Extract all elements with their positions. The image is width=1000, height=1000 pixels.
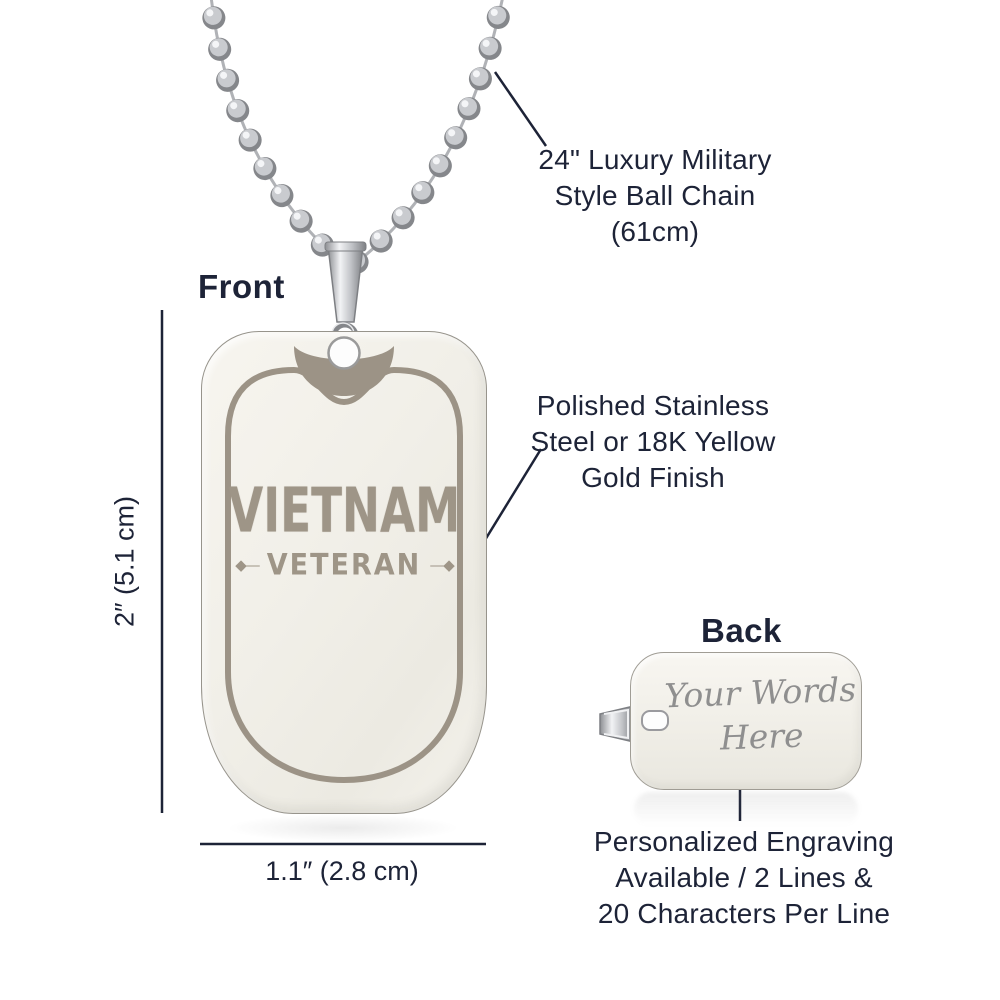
personalization-note [566, 824, 922, 932]
chain-callout-line [495, 72, 546, 146]
note-line: Style Ball Chain [554, 180, 756, 211]
back-tag [598, 652, 862, 790]
height-dimension-label: 2″ (5.1 cm) [109, 495, 140, 628]
engraving-line-1: VIETNAM [227, 474, 461, 547]
back-engraving-line-1: Your Words [663, 669, 857, 716]
front-tag-engraved-text [202, 474, 486, 583]
left-arrow-decor: ◆— [235, 556, 258, 574]
note-line: Steel or 18K Yellow [530, 426, 776, 457]
back-tag-reflection [634, 792, 858, 826]
back-tag-body [630, 652, 862, 790]
note-line: Available / 2 Lines & [615, 862, 873, 893]
right-arrow-decor: —◆ [430, 556, 453, 574]
engraving-line-2: VETERAN [266, 548, 422, 583]
front-tag [201, 331, 487, 814]
chain-note [490, 142, 820, 250]
note-line: 24" Luxury Military [538, 144, 772, 175]
finish-note [495, 388, 811, 496]
back-label: Back [701, 612, 782, 649]
note-line: 20 Characters Per Line [597, 898, 891, 929]
back-tag-engraved-text [660, 668, 863, 763]
back-engraving-line-2: Here [719, 715, 805, 758]
note-line: Polished Stainless [536, 390, 770, 421]
note-line: (61cm) [610, 216, 700, 247]
width-dimension-label: 1.1″ (2.8 cm) [265, 856, 419, 886]
front-label: Front [198, 268, 285, 305]
note-line: Gold Finish [581, 462, 725, 493]
tag-hole [329, 338, 360, 369]
front-tag-reflection [226, 814, 460, 842]
note-line: Personalized Engraving [593, 826, 895, 857]
